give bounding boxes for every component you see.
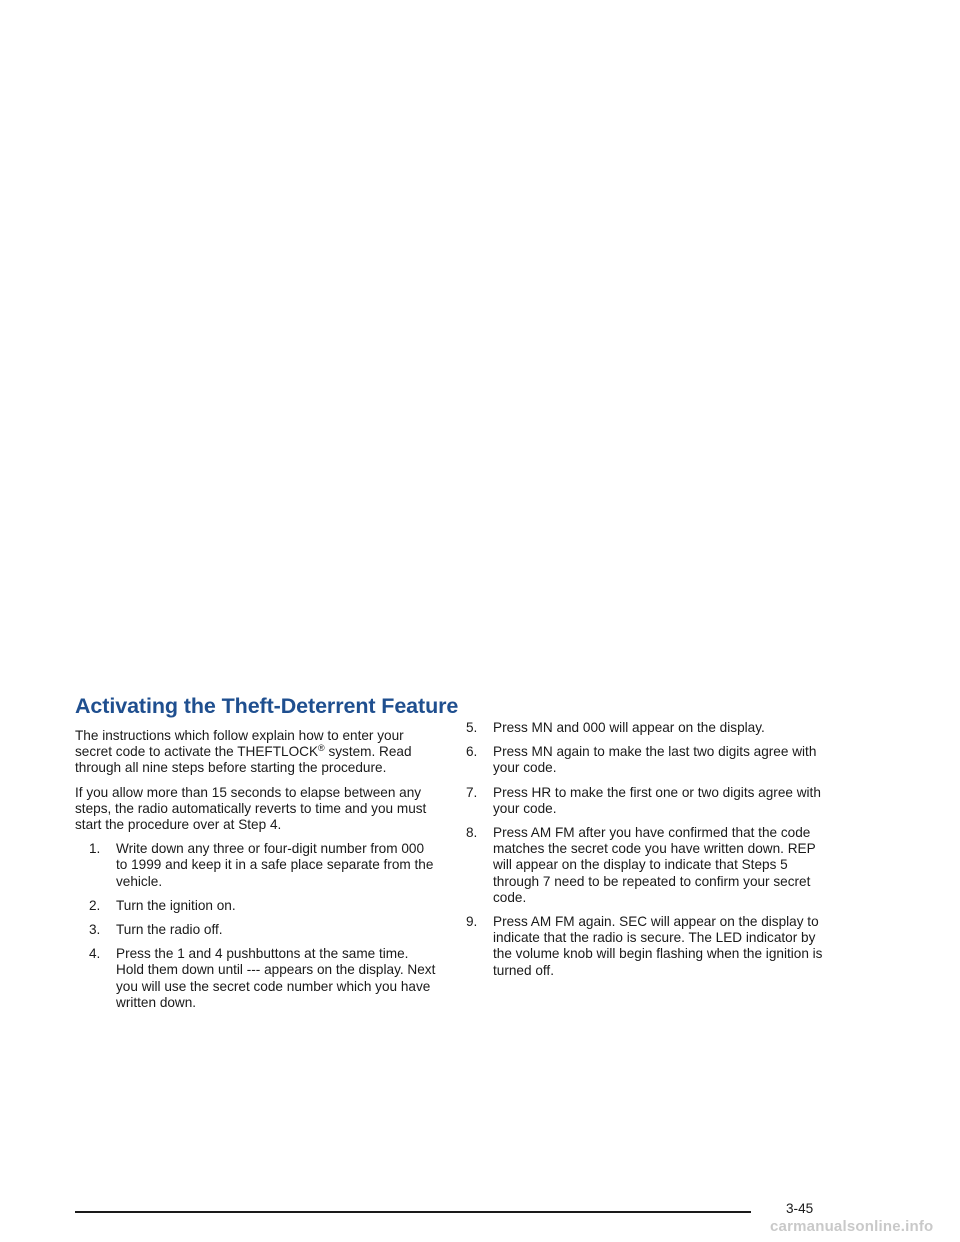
footer-rule	[75, 1211, 751, 1213]
registered-mark: ®	[318, 743, 325, 754]
step-number: 8.	[466, 825, 478, 841]
intro-text: The instructions which follow explain how to enter your secret code to activate the THEFTLOCK	[75, 728, 404, 760]
step-text: Press AM FM again. SEC will appear on the display to indicate that the radio is secure. The LED indicator by the volume knob will begin flashing when the ignition is turned off.	[493, 914, 823, 978]
step-number: 4.	[89, 946, 101, 962]
timeout-note: If you allow more than 15 seconds to elapse between any steps, the radio automatically reverts to time and you must start the procedure over at Step 4.	[75, 784, 427, 833]
step-text: Press MN and 000 will appear on the display.	[493, 720, 765, 735]
step-item	[466, 744, 826, 776]
step-text: Press MN again to make the last two digits agree with your code.	[493, 744, 817, 776]
step-item	[89, 898, 437, 914]
step-number: 5.	[466, 720, 478, 735]
left-column	[75, 692, 459, 1019]
step-text: Press the 1 and 4 pushbuttons at the same time. Hold them down until --- appears on the display. Next you will use the secret code number which you have written down.	[116, 946, 436, 1010]
step-text: Press AM FM after you have confirmed that the code matches the secret code you have written down. REP will appear on the display to indicate that Steps 5 through 7 need to be repeated to confirm your secret code.	[493, 825, 816, 905]
step-text: Write down any three or four-digit number from 000 to 1999 and keep it in a safe place separate from the vehicle.	[116, 841, 434, 889]
step-text: Press HR to make the first one or two digits agree with your code.	[493, 784, 821, 816]
intro-text-continued: system. Read through all nine steps before starting the procedure.	[75, 744, 412, 776]
intro-paragraph	[75, 728, 437, 777]
step-number: 1.	[89, 841, 101, 857]
step-item	[466, 785, 826, 817]
page-number: 3-45	[786, 1201, 814, 1216]
step-item	[466, 720, 826, 736]
step-number: 6.	[466, 744, 478, 760]
step-item	[89, 946, 437, 1011]
steps-list-left	[89, 841, 437, 1011]
right-column	[466, 692, 826, 987]
step-item	[466, 914, 826, 979]
step-text: Turn the ignition on.	[116, 897, 236, 913]
step-number: 3.	[89, 922, 101, 938]
section-heading: Activating the Theft-Deterrent Feature	[75, 694, 459, 718]
step-text: Turn the radio off.	[116, 922, 223, 938]
step-item	[89, 841, 437, 890]
step-item	[89, 922, 437, 938]
step-number: 2.	[89, 897, 101, 913]
step-item	[466, 825, 826, 906]
steps-list-right	[466, 720, 826, 979]
step-number: 9.	[466, 914, 478, 930]
watermark: carmanualsonline.info	[770, 1218, 934, 1235]
step-number: 7.	[466, 784, 478, 800]
